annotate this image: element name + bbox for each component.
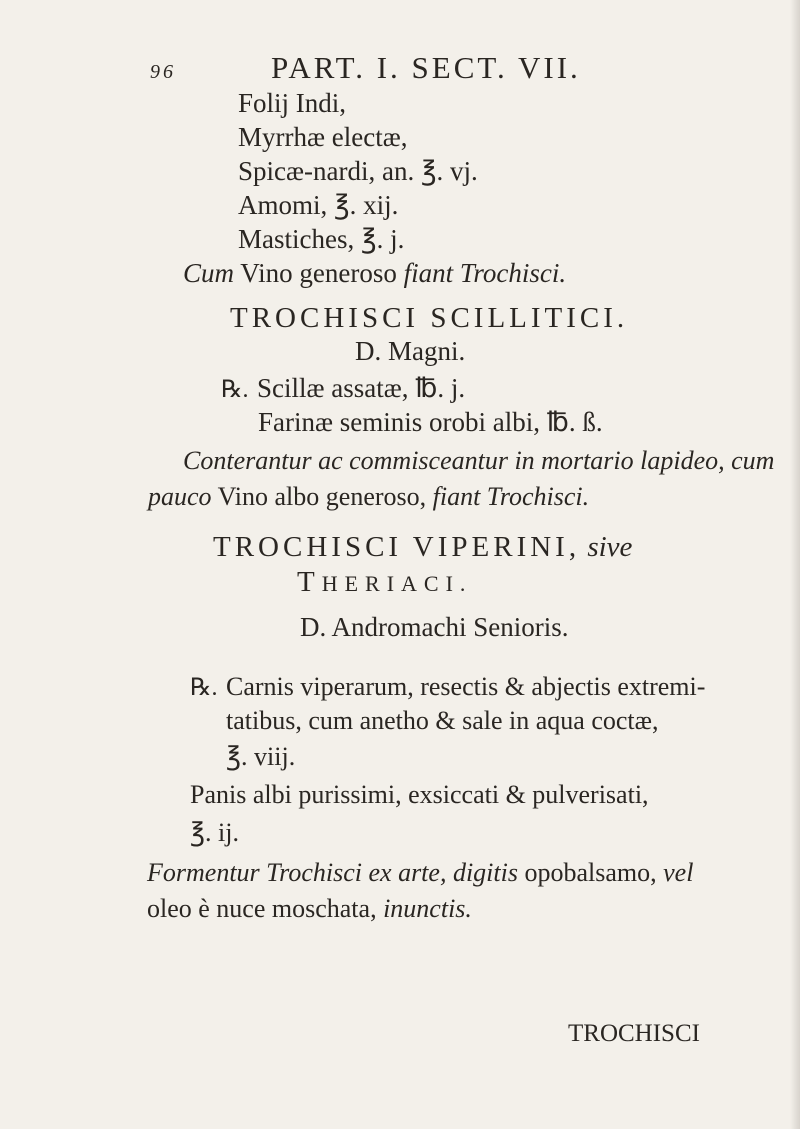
- recipe-instruction: pauco Vino albo generoso, fiant Trochisci.: [148, 482, 590, 511]
- recipe-instruction: oleo è nuce moschata, inunctis.: [147, 894, 472, 923]
- ingredient-line: Amomi, ℥. xij.: [238, 190, 399, 220]
- ingredient-line: ℞. Carnis viperarum, resectis & abjectis extremi-: [190, 672, 706, 701]
- recipe-instruction: Cum Vino generoso fiant Trochisci.: [183, 258, 567, 288]
- ingredient-line: Folij Indi,: [238, 88, 347, 118]
- catchword: TROCHISCI: [568, 1020, 700, 1047]
- ingredient-line: tatibus, cum anetho & sale in aqua coctæ,: [226, 706, 659, 735]
- ingredient-line: Mastiches, ℥. j.: [238, 224, 405, 254]
- ingredient-line: ℥. ij.: [190, 818, 239, 847]
- ingredient-line: ℞. Scillæ assatæ, ℔. j.: [221, 373, 466, 403]
- ingredient-line: Spicæ-nardi, an. ℥. vj.: [238, 156, 478, 186]
- recipe-instruction: Formentur Trochisci ex arte, digitis opobalsamo, vel: [147, 858, 694, 887]
- recipe-symbol: ℞.: [221, 377, 249, 403]
- ingredient-line: ℥. viij.: [226, 742, 296, 771]
- recipe-instruction: Conterantur ac commisceantur in mortario lapideo, cum: [183, 446, 775, 475]
- ingredient-line: Myrrhæ electæ,: [238, 122, 408, 152]
- ingredient-line: Panis albi purissimi, exsiccati & pulverisati,: [190, 780, 649, 809]
- section-author: D. Andromachi Senioris.: [300, 612, 569, 642]
- recipe-symbol: ℞.: [190, 675, 218, 701]
- ingredient-line: Farinæ seminis orobi albi, ℔. ß.: [258, 407, 603, 437]
- section-title: TROCHISCI VIPERINI, sive: [213, 531, 633, 563]
- page-header: [150, 50, 581, 86]
- running-title: PART. I. SECT. VII.: [271, 50, 581, 85]
- section-title: TROCHISCI SCILLITICI.: [230, 302, 629, 334]
- page-number: 96: [150, 61, 176, 83]
- section-author: D. Magni.: [355, 336, 466, 366]
- page-edge: [790, 0, 800, 1129]
- section-subtitle: THERIACI.: [297, 566, 473, 598]
